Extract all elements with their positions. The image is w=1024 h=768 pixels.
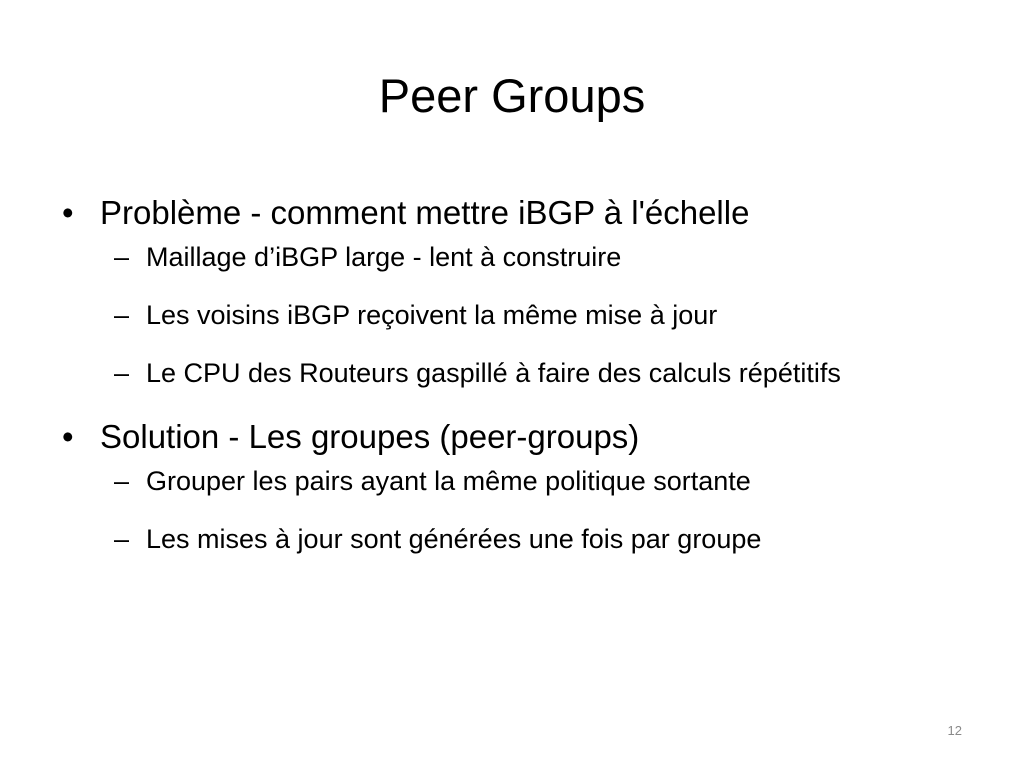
page-number: 12: [947, 723, 962, 738]
dash-marker: –: [114, 466, 130, 496]
dash-marker: –: [114, 358, 130, 388]
dash-marker: –: [114, 524, 130, 554]
subitem-text: Les mises à jour sont générées une fois par groupe: [146, 524, 762, 554]
sublist-problem: [60, 240, 980, 390]
bullet-problem: [60, 190, 980, 236]
subitem-text: Grouper les pairs ayant la même politique sortante: [146, 466, 751, 496]
slide-content: [60, 190, 980, 580]
subitem-text: Le CPU des Routeurs gaspillé à faire des calculs répétitifs: [146, 358, 841, 388]
subitem: [60, 356, 980, 390]
slide-title: Peer Groups: [378, 69, 646, 122]
bullet-text: Solution - Les groupes (peer-groups): [100, 418, 640, 455]
sublist-solution: [60, 464, 980, 556]
dash-marker: –: [114, 242, 130, 272]
bullet-marker: •: [62, 418, 74, 455]
subitem: [60, 522, 980, 556]
subitem: [60, 464, 980, 498]
dash-marker: –: [114, 300, 130, 330]
subitem: [60, 298, 980, 332]
subitem-text: Les voisins iBGP reçoivent la même mise à jour: [146, 300, 718, 330]
bullet-solution: [60, 414, 980, 460]
subitem-text: Maillage d’iBGP large - lent à construire: [146, 242, 622, 272]
bullet-marker: •: [62, 194, 74, 231]
subitem: [60, 240, 980, 274]
bullet-text: Problème - comment mettre iBGP à l'échelle: [100, 194, 750, 231]
